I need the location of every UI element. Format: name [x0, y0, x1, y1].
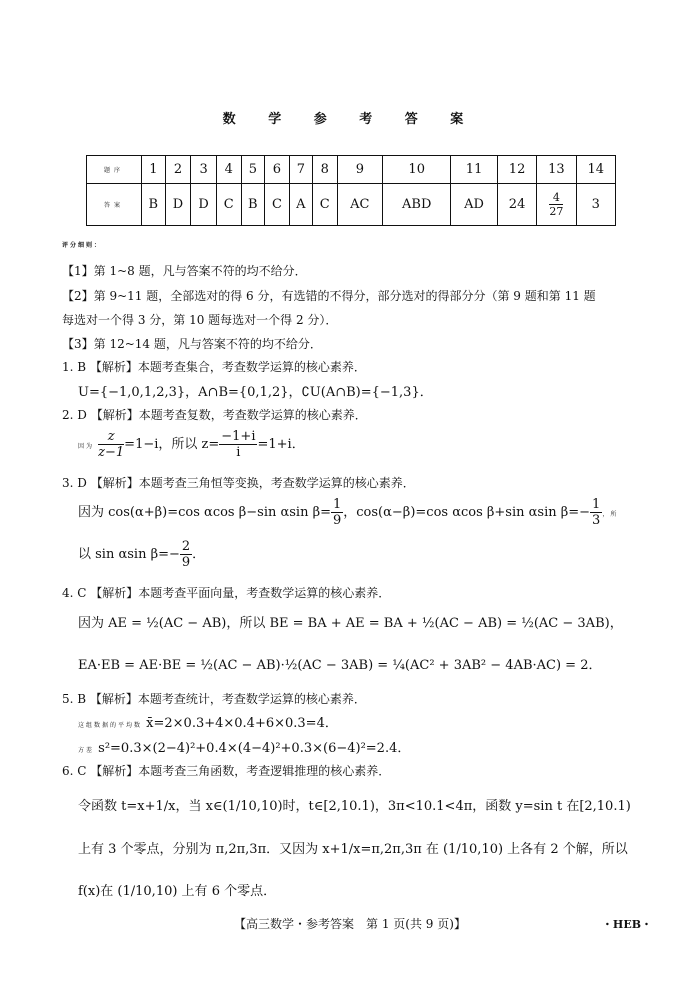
answer-cell-q13 [537, 184, 576, 226]
answer-cell: AC [337, 184, 383, 226]
frac-den: 9 [333, 513, 342, 528]
answer-cell: C [313, 184, 338, 226]
table-label-answer: 答案 [87, 184, 142, 226]
solution-2-head: 2. D 【解析】本题考查复数，考查数学运算的核心素养． [62, 408, 367, 422]
s2-mid: =1−i，所以 z= [124, 437, 220, 452]
q-num: 7 [289, 156, 312, 184]
solution-3-line1 [78, 498, 618, 527]
solution-6-line1: 令函数 t=x+1/x，当 x∈(1/10,10)时，t∈[2,10.1)，3π<10.1<4π，函数 y=sin t 在[2,10.1) [78, 799, 631, 814]
frac-num: 1 [592, 497, 601, 512]
answer-cell: C [216, 184, 241, 226]
s3-e: ． [192, 547, 206, 562]
frac-num: z [98, 430, 124, 445]
q-num: 2 [165, 156, 191, 184]
table-label-qnum: 题序 [87, 156, 142, 184]
q-num: 8 [313, 156, 338, 184]
q-num: 4 [216, 156, 241, 184]
answer-cell: AD [451, 184, 498, 226]
answer-cell: A [289, 184, 312, 226]
s3-b: ，cos(α−β)=cos αcos β+sin αsin β=− [343, 505, 591, 520]
solution-5-line2 [78, 737, 410, 756]
table-row-numbers [87, 156, 616, 184]
q-num: 14 [576, 156, 615, 184]
solution-4-line2: EA·EB = AE·BE = ½(AC − AB)·½(AC − 3AB) = ¼(AC² + 3AB² − 4AB·AC) = 2． [78, 658, 602, 673]
solution-1-line: U={−1,0,1,2,3}，A∩B={0,1,2}，∁U(A∩B)={−1,3}． [78, 385, 433, 400]
footer-code: ・HEB・ [601, 918, 652, 931]
frac-den: 9 [181, 555, 191, 570]
q-num: 5 [241, 156, 265, 184]
q-num: 11 [451, 156, 498, 184]
solution-5-head: 5. B 【解析】本题考查统计，考查数学运算的核心素养． [62, 692, 366, 706]
answer-cell: D [165, 184, 191, 226]
rule-2-cont: 每选对一个得 3 分，第 10 题每选对一个得 2 分）． [62, 313, 338, 327]
s5-l1-pre: 这组数据的平均数 [78, 722, 143, 729]
s3-c: ，所 [602, 511, 619, 518]
q-num: 12 [497, 156, 536, 184]
answer-cell: D [191, 184, 217, 226]
q-num: 6 [265, 156, 290, 184]
solution-6-line3: f(x)在 (1/10,10) 上有 6 个零点． [78, 884, 277, 899]
frac-den: z−1 [98, 445, 125, 460]
frac-num: 2 [181, 539, 191, 554]
page-title: 数 学 参 考 答 案 [222, 112, 478, 127]
s5-l2: s²=0.3×(2−4)²+0.4×(4−4)²+0.3×(6−4)²=2.4． [98, 741, 411, 756]
q13-denominator: 27 [549, 205, 564, 218]
rule-3: 【3】第 12~14 题，凡与答案不符的均不给分． [62, 337, 322, 351]
solution-5-line1 [78, 712, 338, 731]
q-num: 9 [337, 156, 383, 184]
solution-4-head: 4. C 【解析】本题考查平面向量，考查数学运算的核心素养． [62, 586, 391, 600]
frac-den: i [236, 445, 241, 460]
answer-cell: ABD [383, 184, 451, 226]
s5-l1: x̄=2×0.3+4×0.4+6×0.3=4． [146, 716, 338, 731]
frac-num: −1+i [221, 429, 256, 444]
solution-3-head: 3. D 【解析】本题考查三角恒等变换，考查数学运算的核心素养． [62, 476, 415, 490]
s2-end: =1+i． [257, 437, 305, 452]
solution-1-head: 1. B 【解析】本题考查集合，考查数学运算的核心素养． [62, 360, 366, 374]
solution-6-line2: 上有 3 个零点，分别为 π,2π,3π．又因为 x+1/x=π,2π,3π 在 (1/10,10) 上各有 2 个解，所以 [78, 842, 628, 857]
answer-cell: 3 [576, 184, 615, 226]
q-num: 13 [537, 156, 576, 184]
s5-l2-pre: 方差 [78, 747, 95, 754]
answer-cell: B [142, 184, 166, 226]
frac-den: 3 [592, 513, 601, 528]
answer-cell: C [265, 184, 290, 226]
rule-1: 【1】第 1~8 题，凡与答案不符的均不给分． [62, 264, 307, 278]
page-footer: 【高三数学・参考答案 第 1 页(共 9 页)】 [234, 917, 466, 931]
rules-heading: 评分细则： [62, 242, 103, 249]
s3-d: 以 sin αsin β=− [78, 547, 180, 562]
answer-cell: 24 [497, 184, 536, 226]
q-num: 1 [142, 156, 166, 184]
table-row-answers [87, 184, 616, 226]
s2-pre: 因为 [78, 443, 95, 450]
frac-num: 1 [333, 497, 342, 512]
rule-2: 【2】第 9~11 题，全部选对的得 6 分，有选错的不得分，部分选对的得部分分（第 9 题和第 11 题 [62, 289, 596, 303]
q-num: 3 [191, 156, 217, 184]
solution-6-head: 6. C 【解析】本题考查三角函数，考查逻辑推理的核心素养． [62, 764, 391, 778]
q-num: 10 [383, 156, 451, 184]
solution-3-line2 [78, 540, 205, 569]
s3-a: 因为 cos(α+β)=cos αcos β−sin αsin β= [78, 505, 331, 520]
solution-2-line [78, 430, 305, 459]
answer-cell: B [241, 184, 265, 226]
solution-4-line1: 因为 AE = ½(AC − AB)，所以 BE = BA + AE = BA + ½(AC − AB) = ½(AC − 3AB)， [78, 616, 623, 631]
answer-table [86, 155, 616, 226]
q13-numerator: 4 [549, 192, 563, 205]
